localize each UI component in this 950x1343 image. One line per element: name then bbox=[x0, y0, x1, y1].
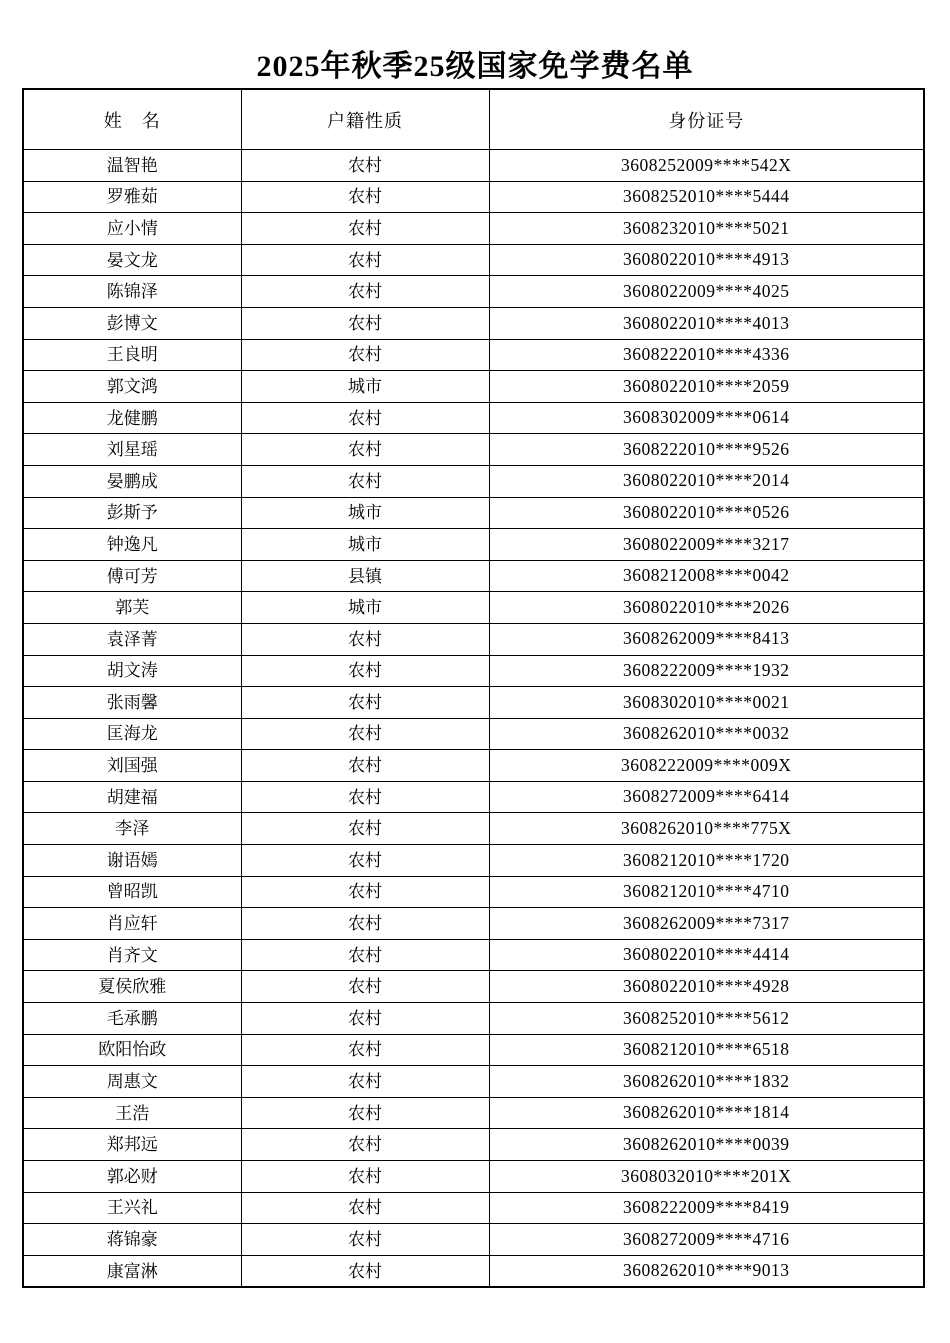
id-cell: 3608302010****0021 bbox=[489, 687, 924, 719]
id-cell: 3608212010****4710 bbox=[489, 876, 924, 908]
table-row bbox=[23, 402, 924, 434]
table-body bbox=[23, 150, 924, 1288]
name-cell: 王兴礼 bbox=[23, 1192, 241, 1224]
table-row bbox=[23, 1224, 924, 1256]
id-cell: 3608222009****1932 bbox=[489, 655, 924, 687]
table-row bbox=[23, 813, 924, 845]
table-row bbox=[23, 339, 924, 371]
hukou-cell: 农村 bbox=[241, 339, 489, 371]
id-cell: 3608262010****0039 bbox=[489, 1129, 924, 1161]
table-row bbox=[23, 1255, 924, 1287]
hukou-cell: 农村 bbox=[241, 244, 489, 276]
name-cell: 晏文龙 bbox=[23, 244, 241, 276]
id-cell: 3608262010****1832 bbox=[489, 1066, 924, 1098]
hukou-cell: 农村 bbox=[241, 687, 489, 719]
tuition-waiver-table bbox=[22, 88, 925, 1288]
hukou-cell: 农村 bbox=[241, 1161, 489, 1193]
name-cell: 曾昭凯 bbox=[23, 876, 241, 908]
id-cell: 3608212010****1720 bbox=[489, 845, 924, 877]
id-cell: 3608222010****9526 bbox=[489, 434, 924, 466]
name-cell: 彭博文 bbox=[23, 307, 241, 339]
id-cell: 3608022010****2059 bbox=[489, 371, 924, 403]
name-cell: 彭斯予 bbox=[23, 497, 241, 529]
table-row bbox=[23, 497, 924, 529]
name-cell: 康富淋 bbox=[23, 1255, 241, 1287]
table-row bbox=[23, 307, 924, 339]
id-cell: 3608022010****4414 bbox=[489, 939, 924, 971]
hukou-cell: 农村 bbox=[241, 276, 489, 308]
hukou-cell: 城市 bbox=[241, 592, 489, 624]
header-name: 姓 名 bbox=[23, 89, 241, 150]
name-cell: 夏侯欣雅 bbox=[23, 971, 241, 1003]
table-row bbox=[23, 150, 924, 182]
header-row bbox=[23, 89, 924, 150]
hukou-cell: 农村 bbox=[241, 181, 489, 213]
table-row bbox=[23, 244, 924, 276]
name-cell: 刘国强 bbox=[23, 750, 241, 782]
name-cell: 郭芙 bbox=[23, 592, 241, 624]
table-row bbox=[23, 1161, 924, 1193]
hukou-cell: 农村 bbox=[241, 402, 489, 434]
hukou-cell: 农村 bbox=[241, 307, 489, 339]
table-row bbox=[23, 750, 924, 782]
name-cell: 龙健鹏 bbox=[23, 402, 241, 434]
id-cell: 3608022010****2014 bbox=[489, 465, 924, 497]
table-row bbox=[23, 718, 924, 750]
table-row bbox=[23, 1003, 924, 1035]
id-cell: 3608272009****4716 bbox=[489, 1224, 924, 1256]
name-cell: 周惠文 bbox=[23, 1066, 241, 1098]
name-cell: 王浩 bbox=[23, 1097, 241, 1129]
name-cell: 张雨馨 bbox=[23, 687, 241, 719]
name-cell: 袁泽菁 bbox=[23, 623, 241, 655]
hukou-cell: 农村 bbox=[241, 939, 489, 971]
id-cell: 3608262010****775X bbox=[489, 813, 924, 845]
id-cell: 3608262009****8413 bbox=[489, 623, 924, 655]
hukou-cell: 农村 bbox=[241, 908, 489, 940]
id-cell: 3608022010****0526 bbox=[489, 497, 924, 529]
hukou-cell: 城市 bbox=[241, 529, 489, 561]
table-header bbox=[23, 89, 924, 150]
table-row bbox=[23, 434, 924, 466]
hukou-cell: 农村 bbox=[241, 1192, 489, 1224]
name-cell: 匡海龙 bbox=[23, 718, 241, 750]
hukou-cell: 城市 bbox=[241, 371, 489, 403]
table-row bbox=[23, 845, 924, 877]
id-cell: 3608272009****6414 bbox=[489, 781, 924, 813]
hukou-cell: 农村 bbox=[241, 1066, 489, 1098]
name-cell: 胡文涛 bbox=[23, 655, 241, 687]
id-cell: 3608022010****4928 bbox=[489, 971, 924, 1003]
id-cell: 3608262010****9013 bbox=[489, 1255, 924, 1287]
table-row bbox=[23, 1097, 924, 1129]
name-cell: 钟逸凡 bbox=[23, 529, 241, 561]
table-row bbox=[23, 971, 924, 1003]
name-cell: 肖齐文 bbox=[23, 939, 241, 971]
hukou-cell: 农村 bbox=[241, 1224, 489, 1256]
hukou-cell: 城市 bbox=[241, 497, 489, 529]
hukou-cell: 农村 bbox=[241, 813, 489, 845]
hukou-cell: 农村 bbox=[241, 150, 489, 182]
id-cell: 3608022010****4013 bbox=[489, 307, 924, 339]
name-cell: 应小情 bbox=[23, 213, 241, 245]
id-cell: 3608022009****3217 bbox=[489, 529, 924, 561]
id-cell: 3608252010****5444 bbox=[489, 181, 924, 213]
hukou-cell: 农村 bbox=[241, 876, 489, 908]
hukou-cell: 农村 bbox=[241, 1034, 489, 1066]
table-row bbox=[23, 529, 924, 561]
name-cell: 郑邦远 bbox=[23, 1129, 241, 1161]
table-row bbox=[23, 560, 924, 592]
name-cell: 陈锦泽 bbox=[23, 276, 241, 308]
name-cell: 王良明 bbox=[23, 339, 241, 371]
hukou-cell: 农村 bbox=[241, 718, 489, 750]
id-cell: 3608262010****1814 bbox=[489, 1097, 924, 1129]
name-cell: 胡建福 bbox=[23, 781, 241, 813]
table-row bbox=[23, 1129, 924, 1161]
name-cell: 温智艳 bbox=[23, 150, 241, 182]
name-cell: 毛承鹏 bbox=[23, 1003, 241, 1035]
name-cell: 谢语嫣 bbox=[23, 845, 241, 877]
name-cell: 郭必财 bbox=[23, 1161, 241, 1193]
id-cell: 3608262009****7317 bbox=[489, 908, 924, 940]
name-cell: 罗雅茹 bbox=[23, 181, 241, 213]
id-cell: 3608232010****5021 bbox=[489, 213, 924, 245]
name-cell: 刘星瑶 bbox=[23, 434, 241, 466]
hukou-cell: 农村 bbox=[241, 1003, 489, 1035]
table-row bbox=[23, 276, 924, 308]
name-cell: 傅可芳 bbox=[23, 560, 241, 592]
id-cell: 3608212010****6518 bbox=[489, 1034, 924, 1066]
id-cell: 3608222010****4336 bbox=[489, 339, 924, 371]
table-row bbox=[23, 213, 924, 245]
table-row bbox=[23, 592, 924, 624]
hukou-cell: 县镇 bbox=[241, 560, 489, 592]
id-cell: 3608212008****0042 bbox=[489, 560, 924, 592]
table-row bbox=[23, 1192, 924, 1224]
table-row bbox=[23, 623, 924, 655]
table-row bbox=[23, 1034, 924, 1066]
name-cell: 郭文鸿 bbox=[23, 371, 241, 403]
name-cell: 李泽 bbox=[23, 813, 241, 845]
id-cell: 3608022010****2026 bbox=[489, 592, 924, 624]
name-cell: 晏鹏成 bbox=[23, 465, 241, 497]
header-id-number: 身份证号 bbox=[489, 89, 924, 150]
id-cell: 3608252009****542X bbox=[489, 150, 924, 182]
name-cell: 蒋锦豪 bbox=[23, 1224, 241, 1256]
hukou-cell: 农村 bbox=[241, 465, 489, 497]
id-cell: 3608022009****4025 bbox=[489, 276, 924, 308]
id-cell: 3608222009****8419 bbox=[489, 1192, 924, 1224]
table-row bbox=[23, 781, 924, 813]
hukou-cell: 农村 bbox=[241, 1097, 489, 1129]
table-row bbox=[23, 371, 924, 403]
table-row bbox=[23, 1066, 924, 1098]
table-row bbox=[23, 181, 924, 213]
hukou-cell: 农村 bbox=[241, 623, 489, 655]
hukou-cell: 农村 bbox=[241, 1129, 489, 1161]
id-cell: 3608222009****009X bbox=[489, 750, 924, 782]
hukou-cell: 农村 bbox=[241, 845, 489, 877]
hukou-cell: 农村 bbox=[241, 213, 489, 245]
hukou-cell: 农村 bbox=[241, 1255, 489, 1287]
hukou-cell: 农村 bbox=[241, 434, 489, 466]
id-cell: 3608252010****5612 bbox=[489, 1003, 924, 1035]
table-row bbox=[23, 939, 924, 971]
hukou-cell: 农村 bbox=[241, 971, 489, 1003]
table-row bbox=[23, 908, 924, 940]
id-cell: 3608262010****0032 bbox=[489, 718, 924, 750]
hukou-cell: 农村 bbox=[241, 750, 489, 782]
hukou-cell: 农村 bbox=[241, 655, 489, 687]
table-row bbox=[23, 465, 924, 497]
table-row bbox=[23, 876, 924, 908]
id-cell: 3608022010****4913 bbox=[489, 244, 924, 276]
name-cell: 欧阳怡政 bbox=[23, 1034, 241, 1066]
table-row bbox=[23, 687, 924, 719]
table-row bbox=[23, 655, 924, 687]
name-cell: 肖应轩 bbox=[23, 908, 241, 940]
page-title: 2025年秋季25级国家免学费名单 bbox=[256, 50, 694, 83]
header-hukou-type: 户籍性质 bbox=[241, 89, 489, 150]
hukou-cell: 农村 bbox=[241, 781, 489, 813]
id-cell: 3608302009****0614 bbox=[489, 402, 924, 434]
id-cell: 3608032010****201X bbox=[489, 1161, 924, 1193]
